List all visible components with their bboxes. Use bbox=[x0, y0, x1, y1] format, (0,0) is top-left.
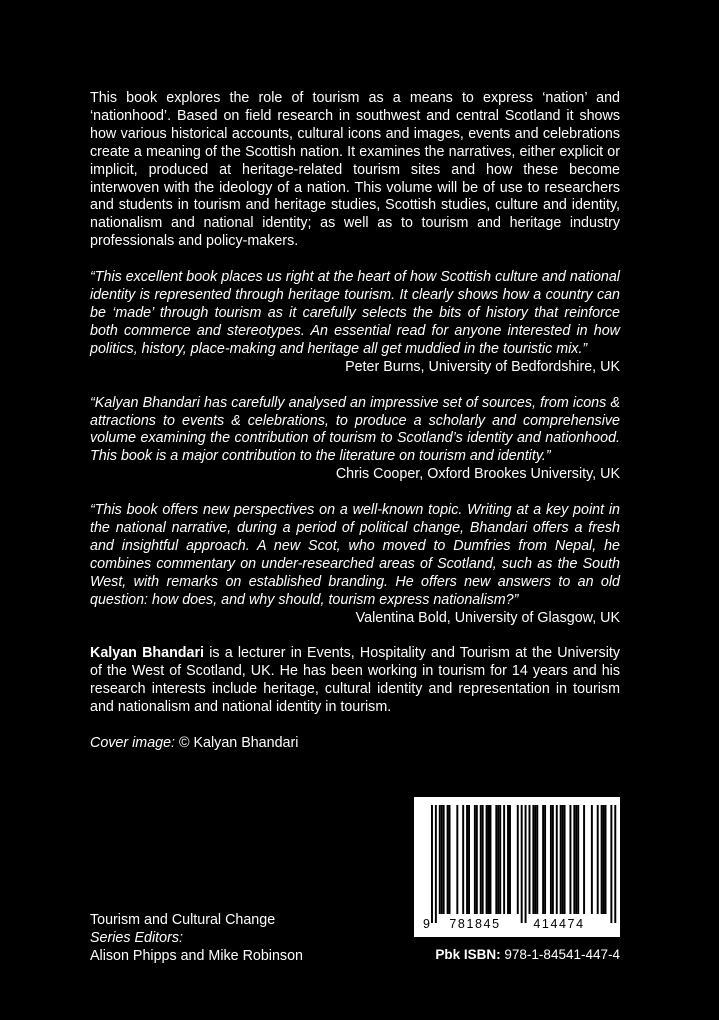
barcode-bar bbox=[575, 805, 577, 914]
barcode-bar bbox=[462, 805, 464, 914]
barcode-bar bbox=[521, 805, 523, 923]
barcode-bar bbox=[614, 805, 616, 923]
barcode-group-right: 414474 bbox=[533, 917, 585, 931]
cover-credit-label: Cover image: bbox=[90, 735, 176, 752]
isbn-line bbox=[414, 946, 620, 963]
series-name: Tourism and Cultural Change bbox=[90, 912, 276, 928]
barcode-bar bbox=[503, 805, 505, 914]
review-attribution-3: Valentina Bold, University of Glasgow, UK bbox=[355, 609, 620, 626]
barcode-bar bbox=[550, 805, 552, 914]
barcode-bar bbox=[534, 805, 536, 914]
barcode-bar bbox=[431, 805, 433, 923]
barcode-bar bbox=[605, 805, 607, 914]
barcode-bar bbox=[544, 805, 546, 914]
barcode-bar bbox=[601, 805, 603, 914]
barcode-bar bbox=[466, 805, 468, 914]
isbn-number: 978-1-84541-447-4 bbox=[500, 947, 620, 962]
barcode-bar bbox=[443, 805, 445, 914]
barcode-bar bbox=[486, 805, 488, 914]
barcode-bar bbox=[569, 805, 571, 914]
barcode-group-left: 781845 bbox=[449, 917, 501, 931]
barcode-bar bbox=[583, 805, 585, 914]
author-bio-text: is a lecturer in Events, Hospitality and Tourism at the University of the West of Scotland, UK. He has been working in tourism for 14 years and his research interests include heritage, cultural identity and representation in tourism and nationalism and national identity in tourism. bbox=[90, 645, 620, 716]
barcode-bar bbox=[441, 805, 443, 914]
author-bio bbox=[90, 645, 620, 717]
barcode-bar bbox=[573, 805, 575, 914]
barcode-bar bbox=[482, 805, 484, 914]
barcode-bar bbox=[495, 805, 497, 914]
cover-credit bbox=[90, 735, 620, 753]
review-attribution-1: Peter Burns, University of Bedfordshire, UK bbox=[345, 358, 620, 375]
barcode-bar bbox=[447, 805, 449, 914]
back-cover-text bbox=[90, 90, 620, 753]
series-info bbox=[90, 912, 303, 966]
barcode-graphic bbox=[414, 797, 620, 937]
cover-credit-text: © Kalyan Bhandari bbox=[175, 735, 299, 752]
review-quote-1: “This excellent book places us right at the heart of how Scottish culture and national identity is represented through heritage tourism. It clearly shows how a country can be ‘made’ through tourism as it carefully selects the bits of history that reinforce both commerce and stereotypes. An essential read for anyone interested in how politics, history, place-making and heritage all get muddied in the touristic mix.” bbox=[90, 269, 620, 357]
barcode-bar bbox=[490, 805, 492, 914]
review-quote-2: “Kalyan Bhandari has carefully analysed an impressive set of sources, from icons & attractions to events & celebrations, to produce a scholarly and comprehensive volume examining the contribution of tourism to Scotland’s identity and nationhood. This book is a major contribution to the literature on tourism and identity.” bbox=[90, 394, 620, 465]
barcode-bar bbox=[474, 805, 476, 914]
barcode-bar bbox=[435, 805, 437, 923]
barcode-bar bbox=[509, 805, 511, 914]
barcode-bar bbox=[610, 805, 612, 923]
barcode-bar bbox=[517, 805, 519, 914]
series-editors: Alison Phipps and Mike Robinson bbox=[90, 947, 303, 964]
isbn-barcode bbox=[414, 797, 620, 937]
barcode-bar bbox=[488, 805, 490, 914]
barcode-bar bbox=[603, 805, 605, 914]
barcode-bar bbox=[591, 805, 593, 914]
barcode-bar bbox=[542, 805, 544, 914]
barcode-bar bbox=[532, 805, 534, 914]
barcode-bar bbox=[536, 805, 538, 914]
barcode-bar bbox=[499, 805, 501, 914]
barcode-bar bbox=[577, 805, 579, 914]
barcode-bar bbox=[525, 805, 527, 923]
isbn-label: Pbk ISBN: bbox=[435, 947, 501, 962]
barcode-bar bbox=[507, 805, 509, 914]
barcode-bar bbox=[556, 805, 558, 914]
book-description: This book explores the role of tourism as a means to express ‘nation’ and ‘nationhood’. Based on field research in southwest and central Scotland it shows how various historical accounts, cultural icons and images, events and celebrations create a meaning of the Scottish nation. It examines the narratives, either explicit or implicit, produced at heritage-related tourism sites and how these become interwoven with the ideology of a nation. This volume will be of use to researchers and students in tourism and heritage studies, Scottish studies, culture and identity, nationalism and national identity; as well as to tourism and heritage industry professionals and policy-makers. bbox=[90, 90, 620, 250]
barcode-bar bbox=[439, 805, 441, 914]
barcode-bar bbox=[480, 805, 482, 914]
barcode-bar bbox=[449, 805, 451, 914]
barcode-bar bbox=[497, 805, 499, 914]
review-attribution-2: Chris Cooper, Oxford Brookes University, UK bbox=[335, 466, 620, 483]
barcode-bar bbox=[562, 805, 564, 914]
barcode-bar bbox=[552, 805, 554, 914]
barcode-bar bbox=[456, 805, 458, 914]
review-quote-3: “This book offers new perspectives on a well-known topic. Writing at a key point in the national narrative, during a period of political change, Bhandari offers a fresh and insightful approach. A new Scot, who moved to Dumfries from Nepal, he combines commentary on under-researched areas of Scotland, such as the South West, with remarks on established branding. He offers new answers to an old question: how does, and why should, tourism express nationalism?” bbox=[90, 502, 620, 608]
barcode-lead-digit: 9 bbox=[423, 917, 430, 931]
barcode-bar bbox=[476, 805, 478, 914]
barcode-bar bbox=[468, 805, 470, 914]
barcode-bar bbox=[597, 805, 599, 914]
series-editors-label: Series Editors: bbox=[90, 929, 183, 946]
barcode-bar bbox=[560, 805, 562, 914]
author-name: Kalyan Bhandari bbox=[90, 645, 205, 662]
barcode-bar bbox=[564, 805, 566, 914]
barcode-bar bbox=[529, 805, 531, 914]
